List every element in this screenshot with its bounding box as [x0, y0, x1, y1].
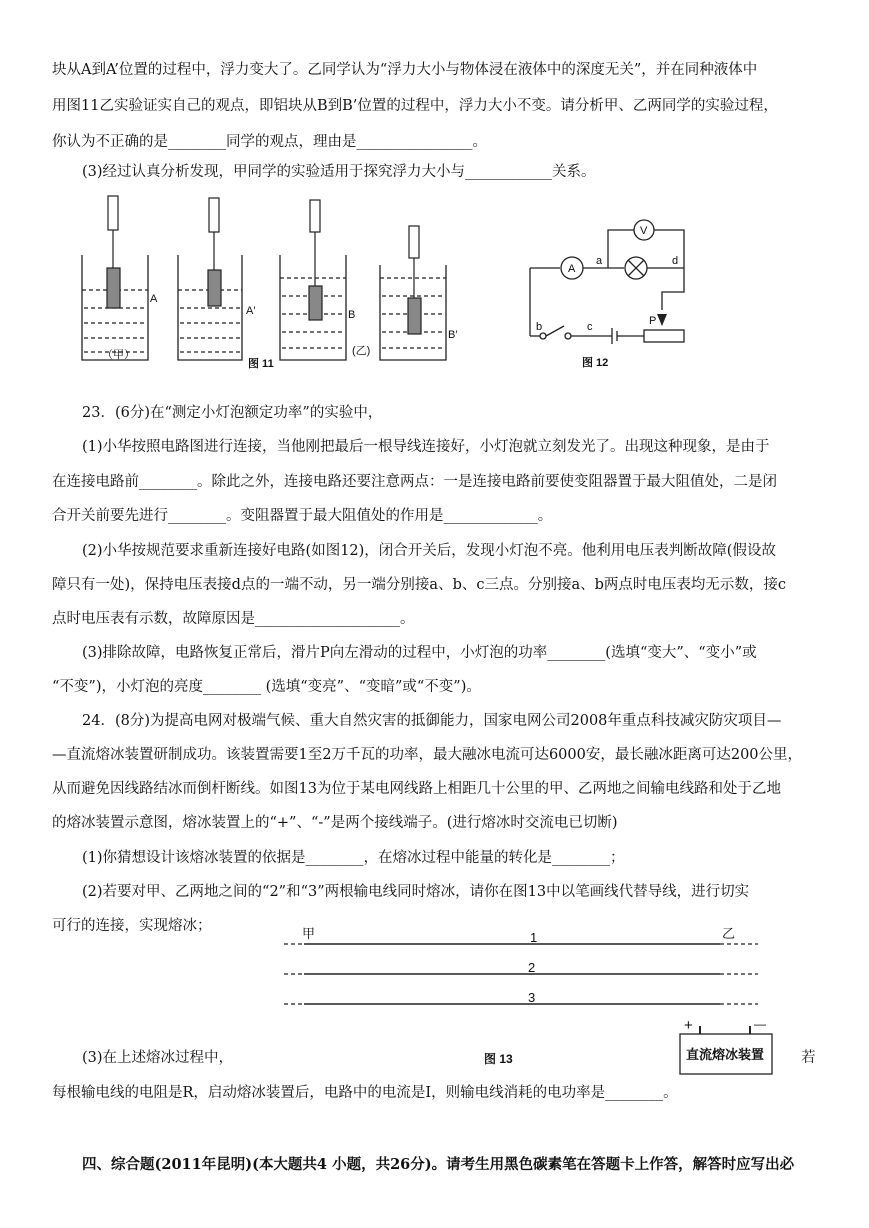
paragraph-line: (3)在上述熔冰过程中，: [82, 1050, 234, 1066]
paragraph-line: 合开关前要先进行________。变阻器置于最大阻值处的作用是_____________。: [52, 508, 553, 524]
wire-2-label: 2: [528, 960, 536, 975]
paragraph-line: “不变”)，小灯泡的亮度________ (选填“变亮”、“变暗”或“不变”)。: [52, 679, 481, 695]
block-icon: [107, 268, 120, 308]
question-23-title: 23．(6分)在“测定小灯泡额定功率”的实验中，: [82, 405, 383, 421]
spring-scale-icon: [108, 196, 118, 230]
figure-12-caption: 图 12: [582, 357, 609, 369]
paragraph-line: —直流熔冰装置研制成功。该装置需要1至2万千瓦的功率，最大融冰电流可达6000安，最长融冰距离可达200公里，: [52, 747, 803, 763]
label-jia: （甲）: [102, 349, 135, 361]
label-yi: (乙): [352, 345, 371, 357]
point-c: c: [587, 321, 593, 333]
paragraph-line: 点时电压表有示数，故障原因是____________________。: [52, 611, 415, 627]
spring-scale-icon: [310, 200, 320, 232]
paragraph-line: (1)你猜想设计该熔冰装置的依据是________，在熔冰过程中能量的转化是________；: [82, 850, 625, 866]
paragraph-line: 障只有一处)，保持电压表接d点的一端不动，另一端分别接a、b、c三点。分别接a、b两点时电压表均无示数，接c: [52, 577, 787, 593]
paragraph-line: (3)排除故障，电路恢复正常后，滑片P向左滑动的过程中，小灯泡的功率________(选填“变大”、“变小”或: [82, 645, 757, 661]
figure-13: [280, 922, 820, 1082]
plus-terminal-label: +: [684, 1017, 693, 1034]
label-A: A: [150, 293, 158, 305]
slider-P: P: [649, 315, 657, 327]
label-yi: 乙: [722, 926, 736, 941]
wire-3-label: 3: [528, 990, 536, 1005]
paragraph-line: 每根输电线的电阻是R，启动熔冰装置后，电路中的电流是I，则输电线消耗的电功率是________。: [52, 1085, 678, 1101]
block-icon: [408, 298, 421, 334]
block-icon: [309, 286, 322, 320]
label-B-prime: B′: [448, 329, 458, 341]
point-a: a: [596, 255, 603, 267]
point-b: b: [536, 321, 543, 333]
paragraph-line: (2)若要对甲、乙两地之间的“2”和“3”两根输电线同时熔冰，请你在图13中以笔画线代替导线，进行切实: [82, 884, 750, 900]
figure-11-caption: 图 11: [248, 358, 274, 370]
deicing-device-label: 直流熔冰装置: [686, 1047, 765, 1062]
slider-arrow-icon: [657, 314, 667, 326]
section-4-heading: 四、综合题(2011年昆明)(本大题共4 小题，共26分)。请考生用黑色碳素笔在答题卡上作答，解答时应写出必: [82, 1156, 795, 1173]
minus-terminal-label: —: [754, 1017, 766, 1031]
label-A-prime: A′: [246, 305, 256, 317]
figure-12: [516, 212, 706, 370]
voltmeter-label: V: [640, 225, 648, 237]
paragraph-line: 可行的连接，实现熔冰；: [52, 918, 212, 934]
paragraph-line: (2)小华按规范要求重新连接好电路(如图12)，闭合开关后，发现小灯泡不亮。他利用电压表判断故障(假设故: [82, 543, 776, 559]
paragraph-line: 块从A到A’位置的过程中，浮力变大了。乙同学认为“浮力大小与物体浸在液体中的深度无关”，并在同种液体中: [52, 62, 758, 78]
spring-scale-icon: [209, 198, 219, 232]
paragraph-line: (1)小华按照电路图进行连接，当他刚把最后一根导线连接好，小灯泡就立刻发光了。出现这种现象，是由于: [82, 439, 770, 455]
paragraph-line: 若: [801, 1050, 816, 1066]
question-24-title: 24．(8分)为提高电网对极端气候、重大自然灾害的抵御能力，国家电网公司2008年重点科技减灾防灾项目—: [82, 713, 782, 729]
spring-scale-icon: [409, 226, 419, 258]
ammeter-label: A: [568, 263, 576, 275]
block-icon: [208, 270, 221, 306]
paragraph-line: 用图11乙实验证实自己的观点，即铝块从B到B’位置的过程中，浮力大小不变。请分析甲、乙两同学的实验过程，: [52, 98, 778, 114]
label-jia: 甲: [302, 926, 316, 941]
label-B: B: [348, 309, 356, 321]
paragraph-line: 在连接电路前________。除此之外，连接电路还要注意两点：一是连接电路前要使变阻器置于最大阻值处，二是闭: [52, 474, 777, 490]
figure-13-caption: 图 13: [484, 1052, 513, 1066]
switch-icon: [546, 326, 564, 336]
paragraph-line: 从而避免因线路结冰而倒杆断线。如图13为位于某电网线路上相距几十公里的甲、乙两地之间输电线路和处于乙地: [52, 781, 781, 797]
rheostat-icon: [644, 330, 684, 342]
figure-11: [70, 190, 480, 375]
wire-1-label: 1: [530, 930, 538, 945]
paragraph-line: (3)经过认真分析发现，甲同学的实验适用于探究浮力大小与____________关系。: [82, 164, 596, 180]
point-d: d: [672, 255, 679, 267]
paragraph-line: 你认为不正确的是________同学的观点，理由是________________。: [52, 134, 487, 150]
paragraph-line: 的熔冰装置示意图，熔冰装置上的“+”、“-”是两个接线端子。(进行熔冰时交流电已切断): [52, 815, 618, 831]
